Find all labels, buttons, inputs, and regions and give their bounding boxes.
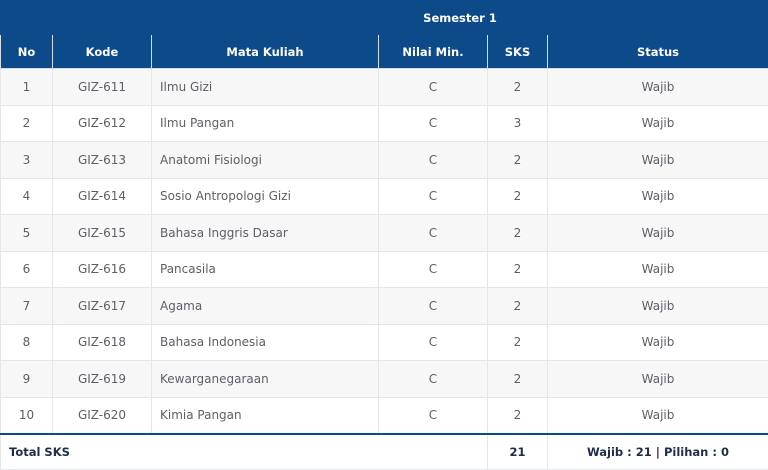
cell-mata-kuliah: Bahasa Inggris Dasar — [152, 215, 379, 252]
cell-nilai-min: C — [379, 397, 488, 434]
cell-sks: 2 — [488, 178, 548, 215]
table-row — [1, 361, 768, 398]
cell-mata-kuliah: Agama — [152, 288, 379, 325]
total-sks-label: Total SKS — [1, 434, 488, 470]
cell-nilai-min: C — [379, 324, 488, 361]
cell-mata-kuliah: Pancasila — [152, 251, 379, 288]
status-summary: Wajib : 21 | Pilihan : 0 — [548, 434, 768, 470]
cell-no: 10 — [1, 397, 53, 434]
col-header-kode: Kode — [53, 35, 152, 69]
cell-status: Wajib — [548, 288, 768, 325]
cell-sks: 2 — [488, 142, 548, 179]
cell-mata-kuliah: Bahasa Indonesia — [152, 324, 379, 361]
cell-sks: 2 — [488, 397, 548, 434]
cell-mata-kuliah: Ilmu Pangan — [152, 105, 379, 142]
cell-sks: 2 — [488, 215, 548, 252]
table-row — [1, 251, 768, 288]
col-header-status: Status — [548, 35, 768, 69]
cell-sks: 2 — [488, 251, 548, 288]
table-row — [1, 178, 768, 215]
cell-mata-kuliah: Kimia Pangan — [152, 397, 379, 434]
col-header-no: No — [1, 35, 53, 69]
cell-status: Wajib — [548, 69, 768, 106]
cell-no: 5 — [1, 215, 53, 252]
semester-spacer — [1, 1, 152, 35]
col-header-mata-kuliah: Mata Kuliah — [152, 35, 379, 69]
column-header-row — [1, 35, 768, 69]
cell-sks: 2 — [488, 324, 548, 361]
table-row — [1, 324, 768, 361]
cell-nilai-min: C — [379, 215, 488, 252]
table-row — [1, 69, 768, 106]
cell-kode: GIZ-619 — [53, 361, 152, 398]
cell-nilai-min: C — [379, 69, 488, 106]
total-sks-value: 21 — [488, 434, 548, 470]
cell-no: 3 — [1, 142, 53, 179]
col-header-sks: SKS — [488, 35, 548, 69]
cell-no: 2 — [1, 105, 53, 142]
total-row — [1, 434, 768, 470]
cell-sks: 3 — [488, 105, 548, 142]
cell-kode: GIZ-613 — [53, 142, 152, 179]
cell-kode: GIZ-618 — [53, 324, 152, 361]
cell-status: Wajib — [548, 361, 768, 398]
cell-mata-kuliah: Sosio Antropologi Gizi — [152, 178, 379, 215]
cell-no: 1 — [1, 69, 53, 106]
cell-no: 8 — [1, 324, 53, 361]
cell-kode: GIZ-617 — [53, 288, 152, 325]
cell-kode: GIZ-612 — [53, 105, 152, 142]
cell-status: Wajib — [548, 397, 768, 434]
table-row — [1, 105, 768, 142]
semester-header-row — [1, 1, 768, 35]
cell-kode: GIZ-615 — [53, 215, 152, 252]
cell-status: Wajib — [548, 324, 768, 361]
cell-nilai-min: C — [379, 142, 488, 179]
cell-status: Wajib — [548, 251, 768, 288]
cell-no: 9 — [1, 361, 53, 398]
cell-status: Wajib — [548, 105, 768, 142]
cell-no: 6 — [1, 251, 53, 288]
cell-status: Wajib — [548, 215, 768, 252]
cell-mata-kuliah: Anatomi Fisiologi — [152, 142, 379, 179]
cell-nilai-min: C — [379, 288, 488, 325]
cell-nilai-min: C — [379, 361, 488, 398]
cell-sks: 2 — [488, 69, 548, 106]
semester-title: Semester 1 — [152, 1, 768, 35]
cell-kode: GIZ-611 — [53, 69, 152, 106]
cell-status: Wajib — [548, 178, 768, 215]
cell-no: 7 — [1, 288, 53, 325]
table-row — [1, 288, 768, 325]
table-row — [1, 215, 768, 252]
cell-sks: 2 — [488, 361, 548, 398]
cell-status: Wajib — [548, 142, 768, 179]
cell-sks: 2 — [488, 288, 548, 325]
cell-no: 4 — [1, 178, 53, 215]
cell-mata-kuliah: Kewarganegaraan — [152, 361, 379, 398]
table-row — [1, 397, 768, 434]
cell-kode: GIZ-616 — [53, 251, 152, 288]
cell-nilai-min: C — [379, 105, 488, 142]
cell-nilai-min: C — [379, 178, 488, 215]
col-header-nilai-min: Nilai Min. — [379, 35, 488, 69]
table-row — [1, 142, 768, 179]
cell-nilai-min: C — [379, 251, 488, 288]
cell-kode: GIZ-614 — [53, 178, 152, 215]
cell-kode: GIZ-620 — [53, 397, 152, 434]
cell-mata-kuliah: Ilmu Gizi — [152, 69, 379, 106]
